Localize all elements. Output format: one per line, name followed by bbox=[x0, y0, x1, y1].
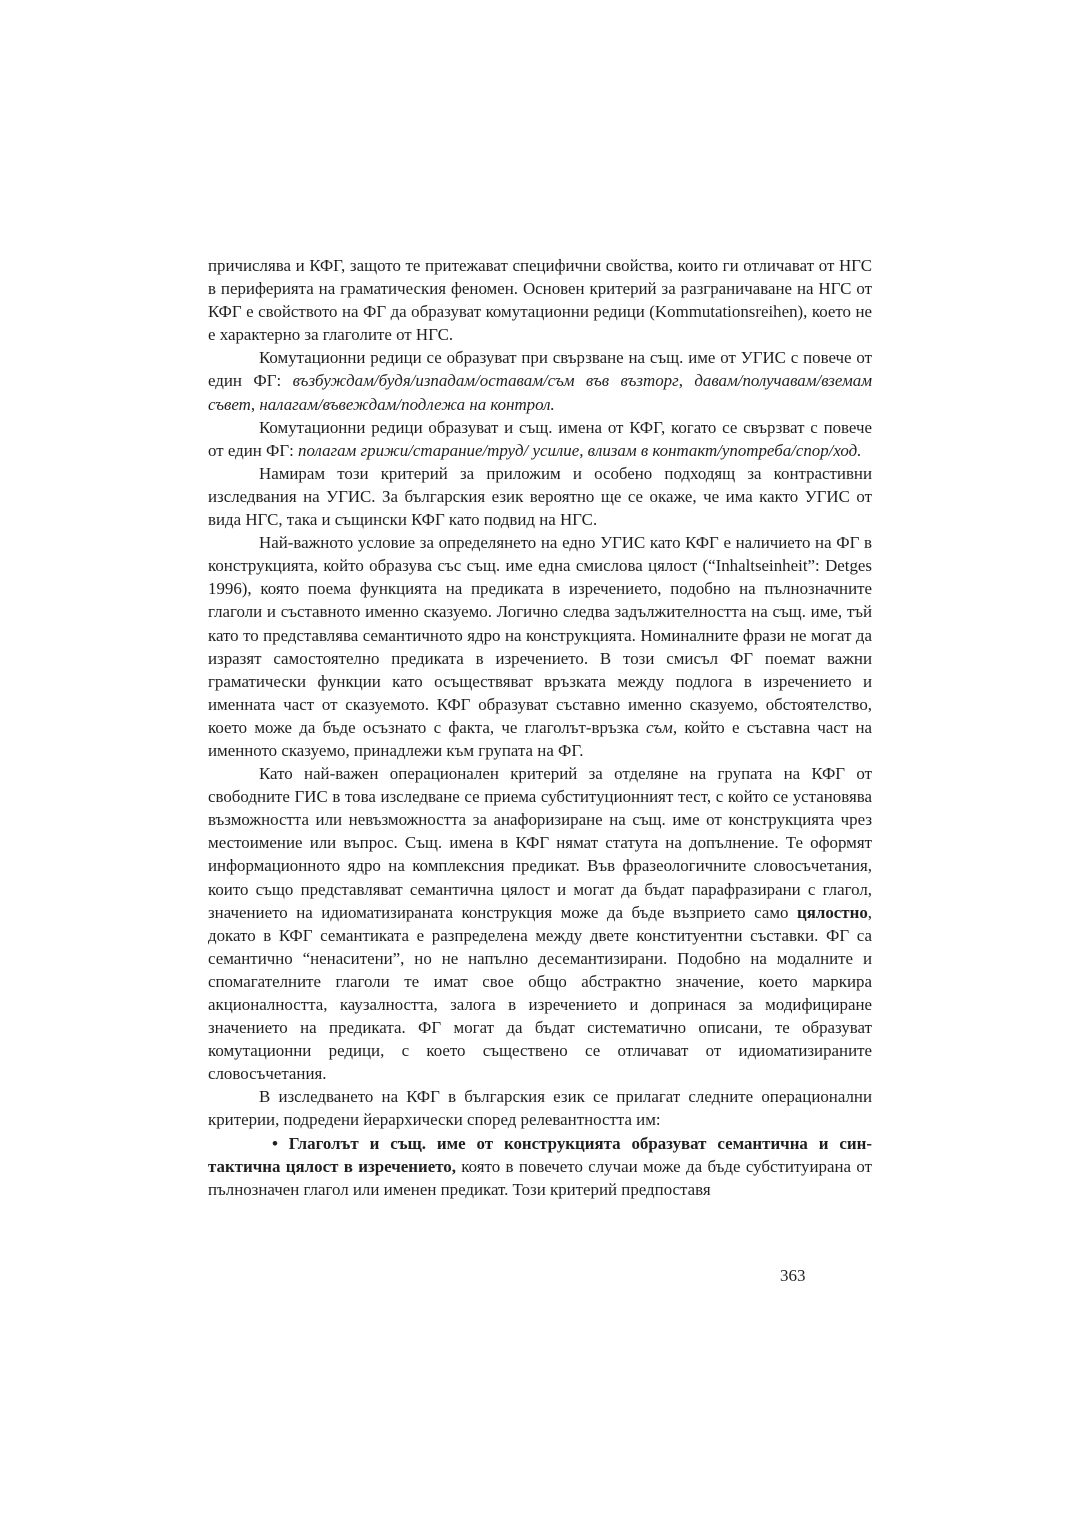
text-run: причислява и КФГ, защото те притежават специфични свойства, които ги отличават от НГС в периферията на граматическия феномен. Основен критерий за разграничаване на НГС от КФГ е свойството на ФГ да образуват комутационни редици (Kommutationsreihen), което не е характерно за глаголите от НГС. bbox=[208, 256, 872, 345]
paragraph bbox=[208, 462, 872, 531]
italic-run: съм, bbox=[646, 717, 678, 737]
paragraph bbox=[208, 416, 872, 462]
paragraph bbox=[208, 1132, 872, 1201]
text-run: , докато в КФГ семантиката е разпределена между двете конституентни съставки. ФГ са семантично “ненаситени”, но не напълно десемантизирани. Подобно на модалните и спомагателните глаголи те имат свое общо абстрактно значение, което маркира акционалността, каузалността, залога в изречението и допринася за модифициране значението на предиката. ФГ могат да бъдат систематично описани, те образуват комутационни редици, с което съществено се отличават от идиоматизираните словосъчетания. bbox=[208, 902, 872, 1084]
text-run: Комутационни редици образуват и същ. имена от КФГ, когато се свързват с повече от един ФГ: bbox=[208, 417, 872, 460]
page-number: 363 bbox=[780, 1266, 806, 1285]
italic-run: възбуждам/будя/изпадам/оставам/съм във възторг bbox=[292, 371, 679, 391]
text-run: Като най-важен операционален критерий за отделяне на групата на КФГ от свободните ГИС в това изследване се приема субституционният тест, с който се установява възможността или невъзможността за анафоризиране на същ. име от конструкцията чрез местоимение или въпрос. Същ. имена в КФГ нямат статута на допълнение. Те оформят информационното ядро на комплексния предикат. Във фразеологичните словосъчетания, които също представляват семантична цялост и могат да бъдат парафразирани с глагол, значението на идиоматизираната конструкция може да бъде възприето само bbox=[208, 764, 872, 922]
bold-run: • Глаголът и същ. име от конструкцията образуват семантична и синтактична цялост в изречението, bbox=[208, 1133, 872, 1176]
paragraph bbox=[208, 762, 872, 1085]
body-text bbox=[208, 254, 872, 1201]
paragraph bbox=[208, 1085, 872, 1131]
italic-run: налагам/въвеждам/подлежа на контрол. bbox=[259, 394, 555, 414]
paragraph bbox=[208, 346, 872, 415]
text-run: В изследването на КФГ в българския език се прилагат следните операционални критерии, подредени йерархически според релевантността им: bbox=[208, 1087, 872, 1130]
text-run: , bbox=[678, 371, 695, 391]
text-run: Най-важното условие за определянето на едно УГИС като КФГ е наличието на ФГ в конструкцията, който образува със същ. име една смислова цялост (“Inhaltseinheit”: Detges 1996), която поема функцията на предиката в изречението, подобно на пълнозначните глаголи и съставното именно сказуемо. Логично следва задължителността на същ. име, тъй като то представлява семантичното ядро на конструкцията. Номиналните фрази не могат да изразят самостоятелно предиката в изречението. В този смисъл ФГ поемат важни граматически функции като осъществяват връзката между подлога в изречението и именната част от сказуемото. КФГ образуват съставно именно сказуемо, обстоятелство, което може да бъде осъзнато с факта, че глаголът-връзка bbox=[208, 533, 872, 737]
paragraph bbox=[208, 254, 872, 346]
text-run: който е съставна част на именното сказуемо, принадлежи към групата на ФГ. bbox=[208, 717, 873, 760]
text-run: Комутационни редици се образуват при свързване на същ. име от УГИС с повече от един ФГ: bbox=[208, 348, 872, 391]
text-run: която в повечето случаи може да бъде субституирана от пълнозначен глагол или именен предикат. Този критерий предпоставя bbox=[208, 1156, 872, 1199]
text-run: , bbox=[250, 394, 260, 414]
text-run: Намирам този критерий за приложим и особено подходящ за контрастивни изследвания на УГИС. За българския език вероятно ще се окаже, че има както УГИС от вида НГС, така и същински КФГ като подвид на НГС. bbox=[208, 463, 872, 530]
italic-run: давам/получавам/вземам съвет bbox=[208, 371, 872, 414]
italic-run: полагам грижи/старание/труд/ усилие, влизам в контакт/употреба/спор/ход. bbox=[298, 440, 862, 460]
bold-run: цялостно bbox=[797, 902, 868, 922]
paragraph bbox=[208, 531, 872, 762]
